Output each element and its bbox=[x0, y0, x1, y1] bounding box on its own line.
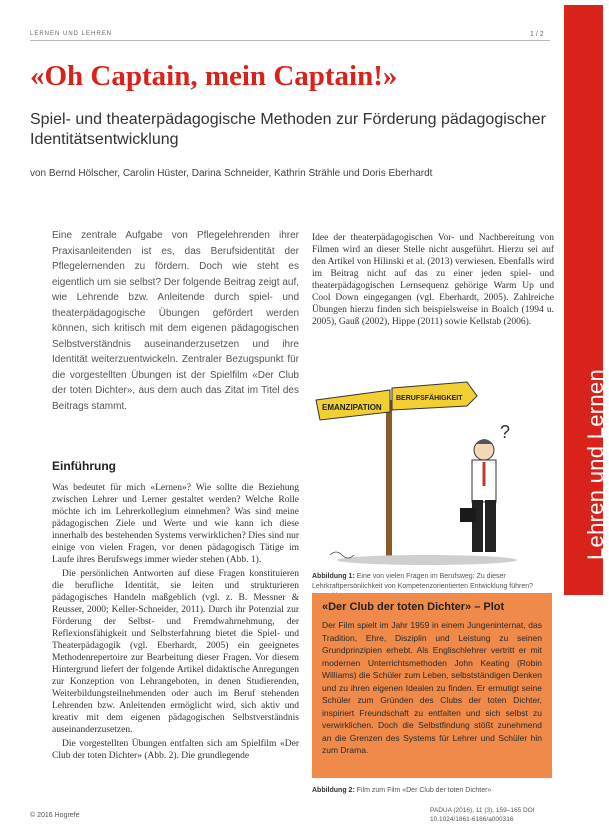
header-divider bbox=[30, 40, 550, 41]
article-authors: von Bernd Hölscher, Carolin Hüster, Darina Schneider, Kathrin Strähle und Doris Eberhardt bbox=[30, 168, 433, 179]
section-sidebar-label: Lehren und Lernen bbox=[583, 368, 608, 560]
paragraph-3: Die vorgestellten Übungen entfalten sich am Spielfilm «Der Club der toten Dichter» (Abb. 2). Die grundlegende bbox=[52, 739, 299, 761]
signpost-pole bbox=[386, 400, 392, 560]
briefcase bbox=[460, 508, 476, 522]
body-text-right: Idee der theaterpädagogischen Vor- und Nachbereitung von Filmen wird an dieser Stelle nicht ausgeführt. Hierzu sei auf den Artikel von Hilinski et al. (2013) verwiesen. Ebenfalls wird im Beitrag nicht auf das zu einer jeden spiel- und theaterpädagogischen Lernsequenz gehörige Warm Up und Cool Down eingegangen (vgl. Eberhardt, 2005). Zahlreiche Übungen hierzu finden sich beispielsweise in Boalch (1994 u. 2005), Gauß (2002), Hippe (2011) sowie Kellstab (2006). bbox=[312, 233, 554, 327]
plot-box bbox=[312, 593, 552, 778]
plot-box-title: «Der Club der toten Dichter» – Plot bbox=[322, 601, 505, 613]
article-subtitle: Spiel- und theaterpädagogische Methoden zur Förderung pädagogischer Identitätsentwicklung bbox=[30, 111, 546, 148]
figure-2-caption bbox=[312, 787, 554, 794]
figure-2-label: Abbildung 2: bbox=[312, 787, 355, 794]
figure-1-caption-text: Eine von vielen Fragen im Berufsweg: Zu dieser Lehrkraftpersönlichkeit von Kompetenzorientierten Entwicklung führen? bbox=[312, 573, 534, 590]
paragraph-2: Die persönlichen Antworten auf diese Fragen konstituieren die berufliche Identität, sie leiten und strukturieren pädagogisches Handeln maßgeblich (vgl. z. B. Messner & Reusser, 2000; Keller-Schneider, 2011). Durch ihr Potenzial zur Förderung der Selbst- und Fremdwahrnehmung, der Reflexionsfähigkeit und Selbsterfahrung bietet die Spiel- und Theaterpädagogik (vgl. Eberhardt, 2005) ein geeignetes Methodenrepertoire zur Bearbeitung dieser Fragen. Vor diesem Hintergrund liefert der folgende Artikel didaktische Anregungen zur Konzeption von Lehrangeboten, in denen Studierenden, Weiterbildungsteilnehmenden oder auch im Beruf stehenden Lehrenden bzw. Anleitenden ermöglicht wird, sich aktiv und kreativ mit dem eigenen pädagogischen Selbstverständnis auseinanderzusetzen. bbox=[52, 569, 299, 735]
footer-citation: PADUA (2016), 11 (3), 159–165 DOI 10.1024/1861-6186/a000316 bbox=[430, 807, 535, 823]
article-title: «Oh Captain, mein Captain!» bbox=[30, 60, 398, 92]
article-intro: Eine zentrale Aufgabe von Pflegelehrenden ihrer Praxisanleitenden ist es, das Berufsidentität der Pflegelernenden zu fördern. Doch wie steht es eigentlich um sie selbst? Der folgende Beitrag zeigt auf, wie Lehrende bzw. Anleitende durch spiel- und theaterpädagogische Übungen gefördert werden können, sich kritisch mit dem eigenen pädagogischen Selbstverständnis auseinanderzusetzen und ihre Identität weiterzuentwickeln. Zentraler Bezugspunkt für die vorgestellten Übungen ist der Spielfilm «Der Club der toten Dichter», aus dem auch das Zitat im Titel des Beitrags stammt. bbox=[52, 230, 299, 412]
sign-left-text: EMANZIPATION bbox=[322, 403, 382, 412]
question-mark: ? bbox=[500, 422, 511, 442]
person-leg-right bbox=[485, 500, 496, 552]
figure-2-caption-text: Film zum Film «Der Club der toten Dichter» bbox=[356, 787, 492, 794]
running-header-page: 1 / 2 bbox=[530, 31, 544, 38]
plot-box-text: Der Film spielt im Jahr 1959 in einem Jungeninternat, das Tradition, Ehre, Disziplin und Leistung zu seinen Grundprinzipien erhebt. Als Englischlehrer vertritt er mit modernen Unterrichtsmethoden John Keating (Robin Williams) die Schüler zum Leben, selbstständigen Denken und zu ihren eigenen Idealen zu finden. Er ermutigt seine Schüler zum Gründen des Clubs der toten Dichter, inspiriert Freundschaft zu entfalten und sich selbst zu verwirklichen. Doch die Selbstfindung stößt zunehmend an die Grenzen des Systems für Lehrer und Schüler hin zum Drama. bbox=[322, 620, 542, 755]
section-heading: Einführung bbox=[52, 459, 116, 473]
cartoon-illustration bbox=[312, 360, 542, 570]
artist-signature bbox=[330, 552, 354, 558]
paragraph-1: Was bedeutet für mich «Lernen»? Wie sollte die Beziehung zwischen Lehrer und Lerner gestaltet werden? Welche Rolle möchte ich im Lehrerkollegium einnehmen? Was sind meine pädagogischen Ziele und Werte und wie kann ich diese innerhalb des bestehenden Systems verwirklichen? Dies sind nur einige von vielen Fragen, vor denen pädagogisch Tätige im Laufe ihres Berufswegs immer wieder stehen (Abb. 1). bbox=[52, 483, 299, 565]
figure-1-label: Abbildung 1: bbox=[312, 573, 355, 580]
person-hair bbox=[476, 439, 493, 444]
footer-copyright: © 2016 Hogrefe bbox=[30, 812, 80, 819]
running-header-section: LERNEN UND LEHREN bbox=[30, 31, 113, 37]
ground-shadow bbox=[337, 555, 517, 565]
body-text-left bbox=[52, 482, 299, 764]
sign-right-text: BERUFSFÄHIGKEIT bbox=[396, 395, 463, 402]
person-leg-left bbox=[472, 500, 483, 552]
